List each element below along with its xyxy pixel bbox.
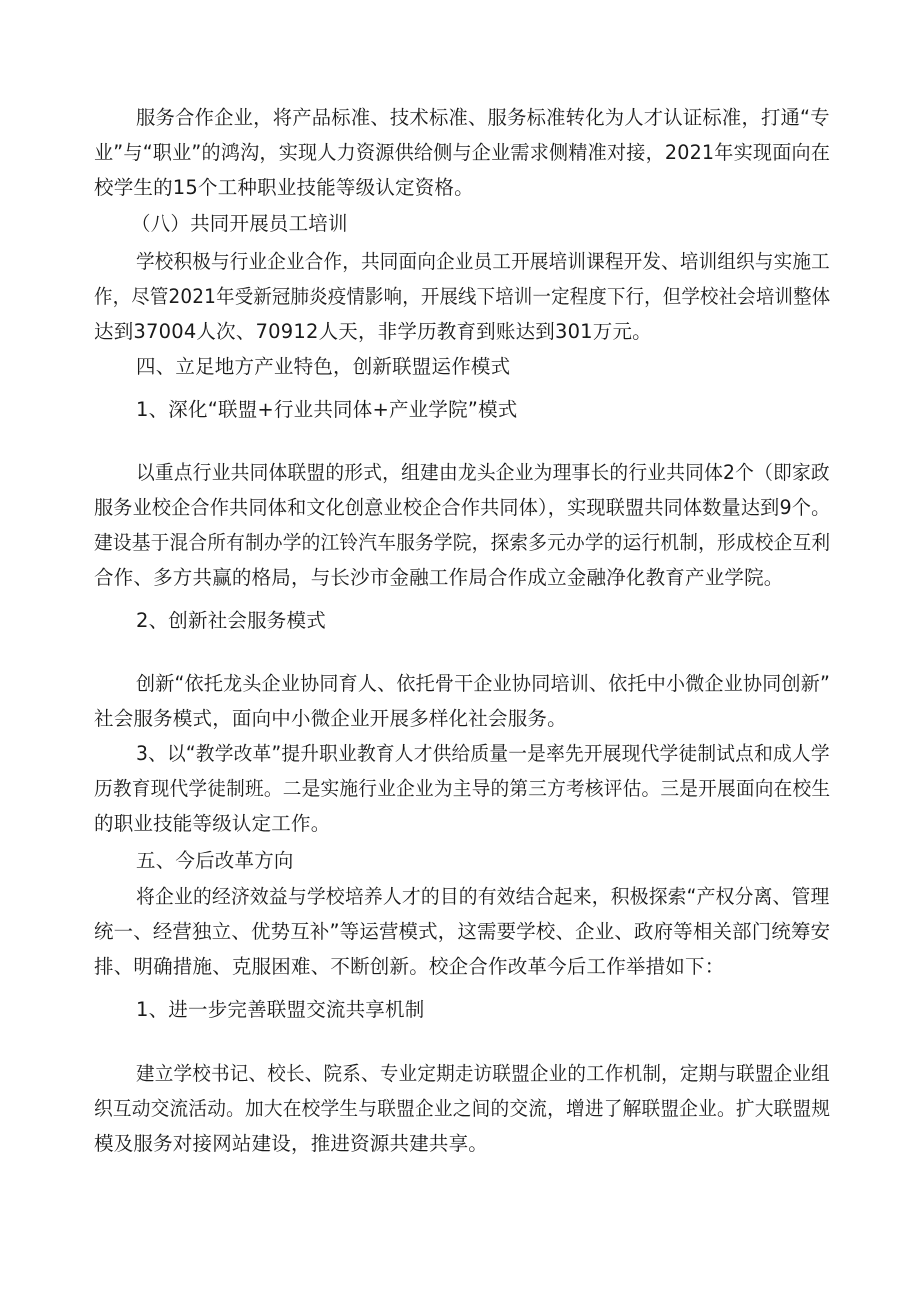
body-text-line: 合作、多方共赢的格局，与长沙市金融工作局合作成立金融净化教育产业学院。 — [94, 566, 784, 589]
body-text-line: 服务业校企合作共同体和文化创意业校企合作共同体），实现联盟共同体数量达到9个。 — [94, 496, 831, 519]
body-text-line: 建立学校书记、校长、院系、专业定期走访联盟企业的工作机制，定期与联盟企业组 — [136, 1062, 830, 1085]
body-text-line: 业”与“职业”的鸿沟，实现人力资源供给侧与企业需求侧精准对接，2021年实现面向在 — [94, 141, 831, 164]
body-text-line: 社会服务模式，面向中小微企业开展多样化社会服务。 — [94, 707, 567, 730]
section-heading: 四、立足地方产业特色，创新联盟运作模式 — [136, 355, 511, 378]
sub-heading: 2、创新社会服务模式 — [136, 609, 326, 632]
body-text-line: 创新“依托龙头企业协同育人、依托骨干企业协同培训、依托中小微企业协同创新” — [136, 672, 831, 695]
body-text-line: 将企业的经济效益与学校培养人才的目的有效结合起来，积极探索“产权分离、管理 — [136, 885, 830, 908]
body-text-line: 建设基于混合所有制办学的江铃汽车服务学院，探索多元办学的运行机制，形成校企互利 — [94, 531, 831, 554]
body-text-line: 模及服务对接网站建设，推进资源共建共享。 — [94, 1132, 489, 1155]
body-text-line: 3、以“教学改革”提升职业教育人才供给质量一是率先开展现代学徒制试点和成人学 — [136, 742, 830, 765]
section-heading: （八）共同开展员工培训 — [131, 212, 348, 235]
body-text-line: 达到37004人次、70912人天，非学历教育到账达到301万元。 — [94, 320, 652, 343]
body-text-line: 学校积极与行业企业合作，共同面向企业员工开展培训课程开发、培训组织与实施工 — [136, 250, 830, 273]
body-text-line: 以重点行业共同体联盟的形式，组建由龙头企业为理事长的行业共同体2个（即家政 — [136, 461, 830, 484]
body-text-line: 统一、经营独立、优势互补”等运营模式，这需要学校、企业、政府等相关部门统筹安 — [94, 920, 831, 943]
section-heading: 五、今后改革方向 — [136, 849, 294, 872]
body-text-line: 织互动交流活动。加大在校学生与联盟企业之间的交流，增进了解联盟企业。扩大联盟规 — [94, 1097, 831, 1120]
body-text-line: 作，尽管2021年受新冠肺炎疫情影响，开展线下培训一定程度下行，但学校社会培训整体 — [94, 285, 831, 308]
sub-heading: 1、进一步完善联盟交流共享机制 — [136, 998, 425, 1021]
body-text-line: 排、明确措施、克服困难、不断创新。校企合作改革今后工作举措如下： — [94, 955, 725, 978]
body-text-line: 历教育现代学徒制班。二是实施行业企业为主导的第三方考核评估。三是开展面向在校生 — [94, 777, 831, 800]
body-text-line: 校学生的15个工种职业技能等级认定资格。 — [94, 176, 474, 199]
body-text-line: 的职业技能等级认定工作。 — [94, 812, 331, 835]
body-text-line: 服务合作企业，将产品标准、技术标准、服务标准转化为人才认证标准，打通“专 — [136, 106, 830, 129]
sub-heading: 1、深化“联盟+行业共同体+产业学院”模式 — [136, 398, 518, 421]
